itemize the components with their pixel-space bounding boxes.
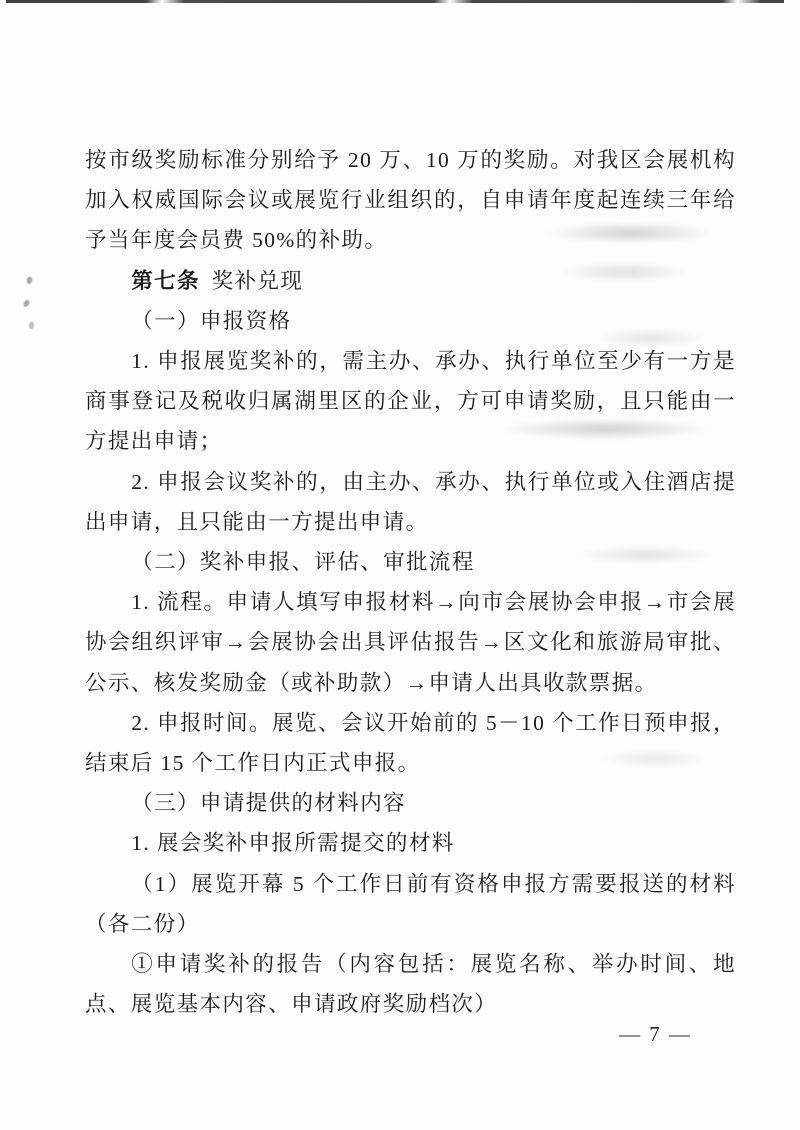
section-heading-3: （三）申请提供的材料内容 (131, 791, 407, 816)
article-heading (85, 261, 736, 301)
list-item-2: 2. 申报会议奖补的，由主办、承办、执行单位或入住酒店提出申请，且只能由一方提出申请。 (85, 469, 736, 534)
article-number: 第七条 (131, 268, 200, 293)
paragraph-continuation: 按市级奖励标准分别给予 20 万、10 万的奖励。对我区会展机构加入权威国际会议或展览行业组织的，自申请年度起连续三年给予当年度会员费 50%的补助。 (85, 148, 736, 253)
document-body (85, 140, 736, 1024)
section-heading-2: （二）奖补申报、评估、审批流程 (131, 550, 475, 575)
materials-item-1: 1. 展会奖补申报所需提交的材料 (131, 831, 455, 856)
page-number: — 7 — (619, 1022, 692, 1046)
scan-edge-artifact (6, 0, 784, 3)
process-item-1: 1. 流程。申请人填写申报材料→向市会展协会申报→市会展协会组织评审→会展协会出具评估报告→区文化和旅游局审批、公示、核发奖励金（或补助款）→申请人出具收款票据。 (85, 590, 736, 695)
materials-sub-item-1: （1）展览开幕 5 个工作日前有资格申报方需要报送的材料（各二份） (85, 871, 736, 936)
section-heading-1: （一）申报资格 (131, 308, 292, 333)
materials-circled-item-1: ①申请奖补的报告（内容包括：展览名称、举办时间、地点、展览基本内容、申请政府奖励档次） (85, 952, 736, 1017)
article-title: 奖补兑现 (211, 268, 304, 293)
scan-artifact (23, 299, 30, 307)
list-item-1: 1. 申报展览奖补的，需主办、承办、执行单位至少有一方是商事登记及税收归属湖里区的企业，方可申请奖励，且只能由一方提出申请； (85, 349, 736, 454)
scan-artifact (29, 322, 34, 329)
scan-artifact (27, 277, 32, 284)
process-item-2: 2. 申报时间。展览、会议开始前的 5－10 个工作日预申报，结束后 15 个工作日内正式申报。 (85, 710, 736, 776)
